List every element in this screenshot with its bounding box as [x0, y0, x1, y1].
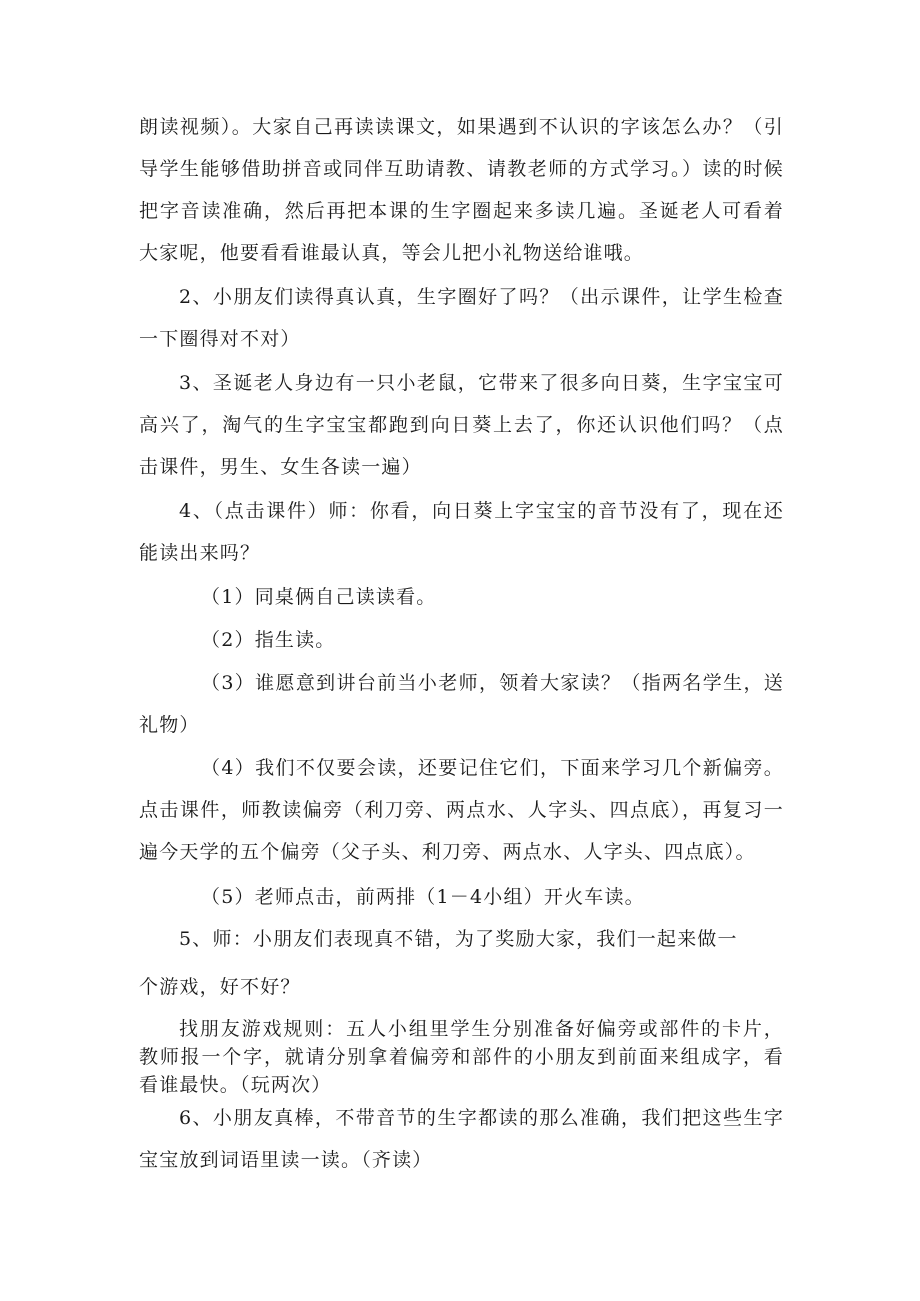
paragraph-substep-2: （2）指生读。: [201, 629, 336, 651]
paragraph-step-6: 6、小朋友真棒，不带音节的生字都读的那么准确，我们把这些生字宝宝放到词语里读一读。（齐读）: [139, 1107, 784, 1171]
paragraph-step-4: 4、（点击课件）师：你看，向日葵上字宝宝的音节没有了，现在还能读出来吗？: [139, 500, 784, 564]
paragraph-step-5: 5、师：小朋友们表现真不错，为了奖励大家，我们一起来做一: [179, 928, 738, 950]
paragraph-game-rules: 找朋友游戏规则：五人小组里学生分别准备好偏旁或部件的卡片，教师报一个字，就请分别拿着偏旁和部件的小朋友到前面来组成字，看看谁最快。（玩两次）: [139, 1018, 784, 1096]
paragraph-step-5-continued: 个游戏，好不好？: [139, 976, 301, 998]
paragraph-step-2: 2、小朋友们读得真认真，生字圈好了吗？（出示课件，让学生检查一下圈得对不对）: [139, 286, 784, 350]
paragraph-substep-5: （5）老师点击，前两排（1－4小组）开火车读。: [201, 886, 645, 908]
paragraph-substep-1: （1）同桌俩自己读读看。: [201, 586, 437, 608]
paragraph-substep-3: （3）谁愿意到讲台前当小老师，领着大家读？（指两名学生，送礼物）: [139, 672, 784, 736]
paragraph-intro-reading: 朗读视频）。大家自己再读读课文，如果遇到不认识的字该怎么办？（引导学生能够借助拼音或同伴互助请教、请教老师的方式学习。）读的时候把字音读准确，然后再把本课的生字圈起来多读几遍。圣诞老人可看着大家呢，他要看看谁最认真，等会儿把小礼物送给谁哦。: [139, 116, 784, 264]
paragraph-step-3: 3、圣诞老人身边有一只小老鼠，它带来了很多向日葵，生字宝宝可高兴了，淘气的生字宝宝都跑到向日葵上去了，你还认识他们吗？（点击课件，男生、女生各读一遍）: [139, 372, 784, 478]
paragraph-substep-4: （4）我们不仅要会读，还要记住它们，下面来学习几个新偏旁。点击课件，师教读偏旁（利刀旁、两点水、人字头、四点底），再复习一遍今天学的五个偏旁（父子头、利刀旁、两点水、人字头、四点底）。: [139, 757, 784, 863]
